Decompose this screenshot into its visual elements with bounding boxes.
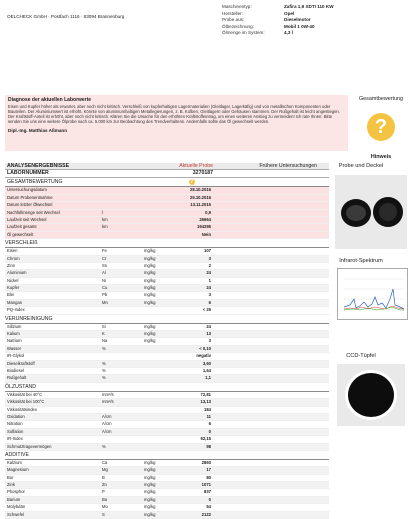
row-value: 3 bbox=[208, 338, 211, 344]
row-value: 194295 bbox=[197, 224, 211, 230]
table-row bbox=[5, 338, 329, 345]
row-symbol: % bbox=[102, 443, 106, 449]
row-previous bbox=[213, 512, 329, 518]
table-row bbox=[5, 399, 329, 406]
row-previous bbox=[213, 375, 329, 381]
row-symbol: Sn bbox=[102, 262, 108, 268]
gesamtbewertung-section-title: GESAMTBEWERTUNG bbox=[7, 179, 63, 186]
table-row bbox=[5, 460, 329, 467]
row-previous bbox=[213, 324, 329, 330]
row-unit bbox=[144, 353, 170, 359]
row-value: < 25 bbox=[202, 307, 211, 313]
row-symbol: Na bbox=[102, 338, 108, 344]
row-value: 2 bbox=[208, 262, 211, 268]
row-symbol: % bbox=[102, 375, 106, 381]
row-previous bbox=[213, 414, 329, 420]
row-value: 1,64 bbox=[202, 367, 211, 373]
table-row bbox=[5, 263, 329, 270]
row-value: 1,1 bbox=[205, 375, 211, 381]
row-symbol: Mo bbox=[102, 504, 108, 510]
row-unit: mg/kg bbox=[144, 504, 156, 510]
row-value: 0 bbox=[208, 496, 211, 502]
row-value: 2893 bbox=[201, 459, 211, 465]
row-symbol: Mg bbox=[102, 467, 108, 473]
row-previous bbox=[213, 224, 329, 230]
table-row bbox=[5, 248, 329, 255]
row-symbol bbox=[102, 307, 144, 313]
row-symbol bbox=[102, 436, 144, 442]
row-symbol: Ca bbox=[102, 459, 108, 465]
probe-panel-title: Probe und Deckel bbox=[338, 163, 384, 169]
row-previous bbox=[213, 429, 329, 435]
row-previous bbox=[213, 248, 329, 254]
row-previous bbox=[213, 497, 329, 503]
ir-spectrum-chart bbox=[338, 269, 407, 319]
lab-number-value: 3270187 bbox=[192, 170, 213, 177]
row-symbol: Cu bbox=[102, 285, 108, 291]
vehicle-row bbox=[222, 11, 402, 18]
row-value: 184 bbox=[204, 406, 211, 412]
row-value: 13,13 bbox=[200, 399, 211, 405]
row-name: Nickel bbox=[7, 277, 19, 283]
table-row bbox=[5, 475, 329, 482]
row-name: Kalium bbox=[7, 331, 20, 337]
row-previous bbox=[213, 475, 329, 481]
vehicle-row bbox=[222, 17, 402, 24]
row-symbol: Ni bbox=[102, 277, 106, 283]
row-value: 1071 bbox=[201, 482, 211, 488]
row-name: Rußgehalt bbox=[7, 375, 27, 381]
row-name: Untersuchungsdatum bbox=[7, 187, 47, 193]
row-value: 3 bbox=[208, 292, 211, 298]
ccd-spot bbox=[348, 373, 394, 417]
question-icon: ? bbox=[189, 179, 194, 186]
row-name: Zink bbox=[7, 482, 15, 488]
row-symbol: A/cm bbox=[102, 421, 112, 427]
table-row bbox=[5, 353, 329, 360]
row-value: 54 bbox=[206, 504, 211, 510]
table-row bbox=[5, 232, 329, 239]
row-symbol: S bbox=[102, 511, 105, 517]
row-name: IR-Glykol bbox=[7, 353, 25, 359]
row-unit bbox=[144, 224, 170, 230]
row-unit: mg/kg bbox=[144, 489, 156, 495]
row-unit bbox=[144, 399, 170, 405]
row-symbol bbox=[102, 232, 144, 238]
row-unit bbox=[144, 307, 170, 313]
table-row bbox=[5, 429, 329, 436]
row-symbol: A/cm bbox=[102, 428, 112, 434]
row-value: 13.11.2015 bbox=[190, 202, 211, 208]
row-unit bbox=[144, 202, 170, 208]
row-symbol: Si bbox=[102, 323, 106, 329]
row-symbol: A/cm bbox=[102, 413, 112, 419]
row-unit: mg/kg bbox=[144, 292, 156, 298]
row-symbol: Al bbox=[102, 270, 106, 276]
table-row bbox=[5, 187, 329, 194]
table-row bbox=[5, 414, 329, 421]
table-row bbox=[5, 292, 329, 299]
row-value: 80 bbox=[206, 474, 211, 480]
row-previous bbox=[213, 307, 329, 313]
row-value: < 0,10 bbox=[199, 345, 211, 351]
row-unit: mg/kg bbox=[144, 270, 156, 276]
section-title: ÖLZUSTAND bbox=[5, 384, 329, 392]
row-name: Mangan bbox=[7, 299, 23, 305]
row-value: 24 bbox=[206, 270, 211, 276]
table-row bbox=[5, 407, 329, 414]
row-name: PQ-Index bbox=[7, 307, 25, 313]
row-previous bbox=[213, 338, 329, 344]
vehicle-row bbox=[222, 30, 402, 37]
row-name: Schmutztragevermögen bbox=[7, 443, 52, 449]
row-symbol: % bbox=[102, 360, 106, 366]
table-row bbox=[5, 375, 329, 382]
row-unit bbox=[144, 429, 170, 435]
row-unit: mg/kg bbox=[144, 262, 156, 268]
table-row bbox=[5, 195, 329, 202]
row-value: 17 bbox=[206, 467, 211, 473]
row-unit bbox=[144, 195, 170, 201]
row-unit bbox=[144, 232, 170, 238]
row-unit bbox=[144, 436, 170, 442]
lab-number-row bbox=[5, 169, 329, 178]
row-value: 72,81 bbox=[200, 391, 211, 397]
row-name: Bor bbox=[7, 474, 14, 480]
row-previous bbox=[213, 467, 329, 473]
vehicle-label: Ölmenge im System: bbox=[222, 30, 265, 36]
probe-image bbox=[335, 175, 407, 249]
row-value: 2122 bbox=[201, 511, 211, 517]
row-name: Chrom bbox=[7, 255, 20, 261]
row-unit bbox=[144, 361, 170, 367]
row-previous bbox=[213, 436, 329, 442]
row-symbol: mm²/s bbox=[102, 399, 114, 405]
row-name: Wasser bbox=[7, 345, 22, 351]
row-name: Kupfer bbox=[7, 285, 20, 291]
analysis-header bbox=[5, 163, 329, 169]
row-previous bbox=[213, 270, 329, 276]
row-previous bbox=[213, 399, 329, 405]
analysis-title: ANALYSENERGEBNISSE bbox=[7, 163, 70, 169]
row-previous bbox=[213, 263, 329, 269]
vehicle-info bbox=[222, 4, 402, 37]
gesamtbewertung-hint: Hinweis bbox=[370, 154, 392, 160]
table-row bbox=[5, 331, 329, 338]
table-row bbox=[5, 270, 329, 277]
sample-bottle-inner bbox=[346, 205, 366, 221]
company-address: OELCHECK GmbH · Postfach 1116 · 83094 Brannenburg bbox=[7, 14, 125, 19]
section-title: VERUNREINIGUNG bbox=[5, 316, 329, 324]
row-name: Kalzium bbox=[7, 459, 22, 465]
table-row bbox=[5, 421, 329, 428]
row-name: Phosphor bbox=[7, 489, 25, 495]
row-name: Molybdän bbox=[7, 504, 26, 510]
row-unit bbox=[144, 421, 170, 427]
row-previous bbox=[213, 353, 329, 359]
vehicle-label: Ölbezeichnung: bbox=[222, 23, 254, 29]
vehicle-label: Hersteller: bbox=[222, 10, 243, 16]
row-name: Barium bbox=[7, 496, 21, 502]
row-unit bbox=[144, 444, 170, 450]
vehicle-label: Maschinentyp: bbox=[222, 4, 252, 9]
row-unit: mg/kg bbox=[144, 496, 156, 502]
row-value: 11 bbox=[206, 413, 211, 419]
row-previous bbox=[213, 346, 329, 352]
row-symbol bbox=[102, 202, 144, 208]
row-symbol: km bbox=[102, 216, 108, 222]
row-unit: mg/kg bbox=[144, 255, 156, 261]
table-row bbox=[5, 278, 329, 285]
diagnosis-text: Eisen und Kupfer höher als erwartet, aber noch nicht kritisch. Verschleiß von kupferhaltigen Lagermaterialien (Gleitlager, Lagerkäfig) und von metallischen Komponenten oder Bauteilen. Der Aluminiumwert ist erhöht. Könnte von aluminiumhaltigen Metallegierungen, z. B. Kolben, Gleitlagern oder Gehäusen stammen. Der Rußgehalt ist leicht angestiegen. Der Kraftstoff-Anteil ist erhöht, aber noch nicht kritisch. Klären Sie die Ursache für den erhöhten Kraftstoffeintrag, um einen weiteren Anstieg zu vermeiden! Ich rate Ihnen: Bitte senden Sie uns eine weitere Ölprobe nach ca. 5.000 km zur Beobachtung des Trendverhaltens. Andernfalls sollte das Öl gewechselt werden. bbox=[8, 104, 340, 124]
row-value: 6 bbox=[208, 421, 211, 427]
row-name: Blei bbox=[7, 292, 14, 298]
row-value: 107 bbox=[204, 248, 211, 254]
row-previous bbox=[213, 300, 329, 306]
diagnosis-title: Diagnose der aktuellen Laborwerte bbox=[8, 97, 92, 103]
row-value: 0 bbox=[208, 428, 211, 434]
row-previous bbox=[213, 407, 329, 413]
table-row bbox=[5, 444, 329, 451]
row-unit: mg/kg bbox=[144, 482, 156, 488]
row-symbol bbox=[102, 407, 144, 413]
table-row bbox=[5, 324, 329, 331]
analysis-table bbox=[5, 163, 329, 519]
row-previous bbox=[213, 292, 329, 298]
row-name: Aluminium bbox=[7, 270, 27, 276]
row-name: Zinn bbox=[7, 262, 16, 268]
question-icon: ? bbox=[367, 113, 395, 141]
row-previous bbox=[213, 392, 329, 398]
row-unit: mg/kg bbox=[144, 323, 156, 329]
row-symbol: Zn bbox=[102, 482, 107, 488]
row-unit: mg/kg bbox=[144, 299, 156, 305]
table-row bbox=[5, 512, 329, 519]
row-name: Sulfation bbox=[7, 428, 24, 434]
table-row bbox=[5, 504, 329, 511]
row-unit: mg/kg bbox=[144, 338, 156, 344]
row-unit bbox=[144, 407, 170, 413]
row-unit: mg/kg bbox=[144, 277, 156, 283]
row-value: 0,9 bbox=[205, 209, 211, 215]
row-previous bbox=[213, 444, 329, 450]
vehicle-value: Dieselmotor bbox=[284, 17, 311, 23]
table-row bbox=[5, 392, 329, 399]
row-unit bbox=[144, 368, 170, 374]
row-name: Schwefel bbox=[7, 511, 24, 517]
table-row bbox=[5, 489, 329, 496]
row-symbol: Ba bbox=[102, 496, 108, 502]
table-row bbox=[5, 300, 329, 307]
table-row bbox=[5, 497, 329, 504]
row-symbol: % bbox=[102, 345, 106, 351]
row-name: Laufzeit gesamt bbox=[7, 224, 37, 230]
row-value: 1 bbox=[208, 277, 211, 283]
row-value: 25.10.2016 bbox=[190, 194, 211, 200]
row-value: 13 bbox=[206, 331, 211, 337]
row-previous bbox=[213, 368, 329, 374]
ir-spectrum-image bbox=[337, 268, 408, 320]
row-symbol: Fe bbox=[102, 248, 107, 254]
row-previous bbox=[213, 210, 329, 216]
row-symbol bbox=[102, 353, 144, 359]
row-name: Öl gewechselt bbox=[7, 231, 34, 237]
row-value: 24 bbox=[206, 323, 211, 329]
row-value: 98 bbox=[206, 443, 211, 449]
row-name: Dieselkraftstoff bbox=[7, 360, 35, 366]
row-value: 28.10.2016 bbox=[190, 187, 211, 193]
section-title: ADDITIVE bbox=[5, 452, 329, 460]
row-symbol: B bbox=[102, 474, 105, 480]
row-name: Biodiesel bbox=[7, 367, 24, 373]
row-unit bbox=[144, 414, 170, 420]
vehicle-value: Opel bbox=[284, 10, 295, 16]
row-symbol: Cr bbox=[102, 255, 107, 261]
row-previous bbox=[213, 361, 329, 367]
row-previous bbox=[213, 232, 329, 238]
vehicle-label: Probe aus: bbox=[222, 17, 245, 23]
row-unit: mg/kg bbox=[144, 248, 156, 254]
row-previous bbox=[213, 278, 329, 284]
row-name: Laufzeit seit Wechsel bbox=[7, 216, 47, 222]
table-row bbox=[5, 361, 329, 368]
table-row bbox=[5, 482, 329, 489]
row-symbol: mm²/s bbox=[102, 391, 114, 397]
row-name: Oxidation bbox=[7, 413, 25, 419]
sample-lid-inner bbox=[379, 203, 397, 221]
row-name: Natrium bbox=[7, 338, 22, 344]
row-unit bbox=[144, 346, 170, 352]
row-value: negativ bbox=[196, 353, 211, 359]
vehicle-row bbox=[222, 4, 402, 11]
row-unit: mg/kg bbox=[144, 331, 156, 337]
row-previous bbox=[213, 331, 329, 337]
table-row bbox=[5, 202, 329, 209]
row-unit: mg/kg bbox=[144, 459, 156, 465]
row-name: Eisen bbox=[7, 248, 18, 254]
vehicle-value: 4,3 l bbox=[284, 30, 293, 36]
vehicle-value: Mobil 1 0W-40 bbox=[284, 23, 315, 29]
row-symbol: Mn bbox=[102, 299, 108, 305]
row-name: Datum letzter Ölwechsel bbox=[7, 202, 53, 208]
previous-label: Frühere Untersuchungen bbox=[259, 163, 317, 169]
row-unit bbox=[144, 187, 170, 193]
ccd-spot-image bbox=[337, 364, 405, 426]
row-name: Viskosität bei 40°C bbox=[7, 391, 43, 397]
row-symbol bbox=[102, 195, 144, 201]
row-unit bbox=[144, 210, 170, 216]
row-unit: mg/kg bbox=[144, 511, 156, 517]
section-header bbox=[5, 179, 329, 187]
row-previous bbox=[213, 489, 329, 495]
row-symbol: % bbox=[102, 367, 106, 373]
row-previous bbox=[213, 460, 329, 466]
row-value: 3 bbox=[208, 255, 211, 261]
row-name: Viskositätsindex bbox=[7, 406, 37, 412]
row-unit: mg/kg bbox=[144, 285, 156, 291]
row-previous bbox=[213, 187, 329, 193]
row-symbol: K bbox=[102, 331, 105, 337]
row-previous bbox=[213, 285, 329, 291]
row-previous bbox=[213, 504, 329, 510]
table-row bbox=[5, 346, 329, 353]
row-value: Nein bbox=[201, 231, 211, 237]
table-row bbox=[5, 210, 329, 217]
lab-number-label: LABORNUMMER bbox=[7, 170, 49, 177]
row-previous bbox=[213, 195, 329, 201]
diagnosis-box bbox=[5, 95, 348, 151]
row-symbol: P bbox=[102, 489, 105, 495]
row-name: Datum Probenentnahme bbox=[7, 194, 53, 200]
vehicle-value: Zafira 1,9 XDTI 110 KW bbox=[284, 4, 334, 9]
row-value: 24 bbox=[206, 285, 211, 291]
table-row bbox=[5, 307, 329, 314]
row-name: Nachfüllmenge seit Wechsel bbox=[7, 209, 60, 215]
table-row bbox=[5, 256, 329, 263]
row-value: 837 bbox=[204, 489, 211, 495]
row-value: 26664 bbox=[199, 216, 211, 222]
row-name: Magnesium bbox=[7, 467, 29, 473]
table-row bbox=[5, 224, 329, 231]
row-symbol: km bbox=[102, 224, 108, 230]
ccd-panel-title: CCD-Tüpfel bbox=[346, 353, 376, 359]
row-unit bbox=[144, 217, 170, 223]
row-symbol: Pb bbox=[102, 292, 108, 298]
table-row bbox=[5, 217, 329, 224]
section-title: VERSCHLEIß bbox=[5, 240, 329, 248]
row-name: Nitration bbox=[7, 421, 23, 427]
row-value: 3,60 bbox=[202, 360, 211, 366]
row-previous bbox=[213, 202, 329, 208]
gesamtbewertung-label: Gesamtbewertung bbox=[358, 96, 404, 102]
row-previous bbox=[213, 421, 329, 427]
current-sample-label: Aktuelle Probe bbox=[179, 163, 213, 169]
row-symbol bbox=[102, 187, 144, 193]
row-symbol: l bbox=[102, 209, 103, 215]
row-name: Silizium bbox=[7, 323, 22, 329]
table-row bbox=[5, 467, 329, 474]
table-row bbox=[5, 368, 329, 375]
row-unit bbox=[144, 375, 170, 381]
row-value: 6 bbox=[208, 299, 211, 305]
row-value: 92,15 bbox=[200, 436, 211, 442]
row-unit bbox=[144, 392, 170, 398]
row-name: IR-Index bbox=[7, 436, 23, 442]
row-name: Viskosität bei 100°C bbox=[7, 399, 45, 405]
row-previous bbox=[213, 217, 329, 223]
table-row bbox=[5, 285, 329, 292]
table-row bbox=[5, 436, 329, 443]
row-previous bbox=[213, 256, 329, 262]
row-unit: mg/kg bbox=[144, 467, 156, 473]
diagnosis-signature: Dipl.-Ing. Matthias Aßmann bbox=[8, 128, 68, 133]
row-unit: mg/kg bbox=[144, 474, 156, 480]
row-previous bbox=[213, 482, 329, 488]
ir-panel-title: Infrarot-Spektrum bbox=[339, 258, 383, 264]
